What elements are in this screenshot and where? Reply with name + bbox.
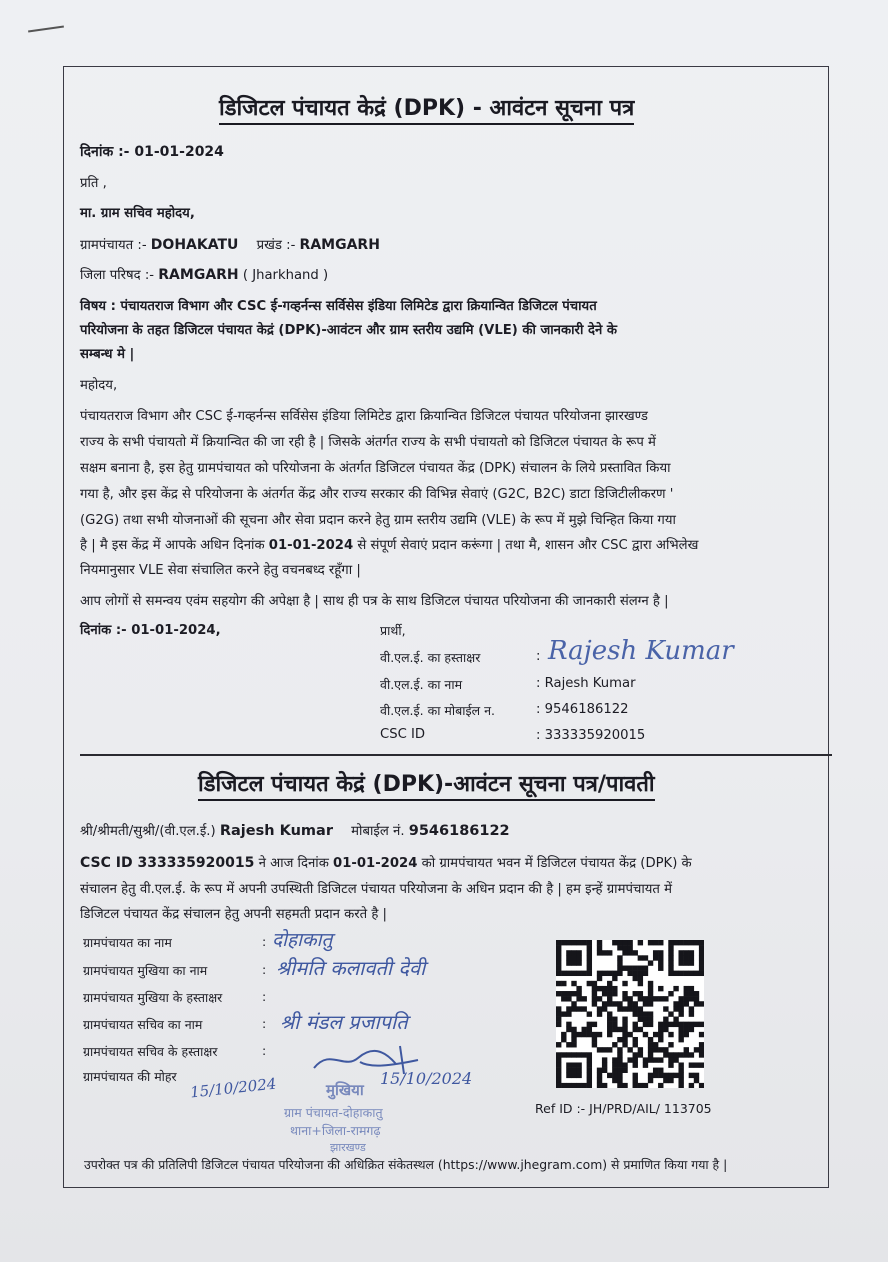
district-label: जिला परिषद :- [80, 268, 155, 283]
vle-name: Rajesh Kumar [219, 823, 333, 839]
gp-line [80, 235, 380, 253]
vle-mobile-value: : 9546186122 [536, 702, 629, 717]
field-colon-mukhiya-name: : [262, 962, 267, 977]
body-line-6b: से संपूर्ण सेवाएं प्रदान करूंगा | तथा मै, शासन और CSC द्वारा अभिलेख [357, 538, 699, 553]
footer-note: उपरोक्त पत्र की प्रतिलिपी डिजिटल पंचायत परियोजना की अधिक्रित संकेतस्थल (https://www.jhegram.com) से प्रमाणित किया गया है | [84, 1157, 728, 1172]
letter-date-2 [80, 620, 221, 638]
stamp-line-1: मुखिया [326, 1081, 364, 1099]
vle-name-label: वी.एल.ई. का नाम [380, 677, 463, 692]
letter-date-2-text: दिनांक :- 01-01-2024, [80, 623, 221, 638]
mobile-value: 9546186122 [408, 823, 510, 839]
prati-text: प्रति , [80, 176, 107, 191]
district-line [80, 265, 328, 283]
vle-name-value: : Rajesh Kumar [536, 676, 636, 691]
field-colon-secretary-sign: : [262, 1043, 267, 1058]
field-colon-gp-name: : [262, 934, 267, 949]
ack-para-line-2: संचालन हेतु वी.एल.ई. के रूप में अपनी उपस्थिती डिजिटल पंचायत परियोजना के अधिन प्रदान की है | हम इन्हें ग्रामपंचायत में [80, 882, 673, 897]
ack-csc-id: CSC ID 333335920015 [80, 855, 255, 871]
vle-sign-label: वी.एल.ई. का हस्ताक्षर [380, 650, 481, 665]
ack-date: 01-01-2024 [333, 856, 418, 871]
vle-mobile-label: वी.एल.ई. का मोबाईल न. [380, 703, 496, 718]
addressee: मा. ग्राम सचिव महोदय, [80, 206, 195, 221]
csc-id-label: CSC ID [380, 727, 426, 742]
body-line-6 [80, 535, 698, 553]
qr-code-icon [556, 940, 704, 1088]
body-line-6-date: 01-01-2024 [268, 538, 354, 553]
gp-label: ग्रामपंचायत :- [80, 238, 147, 253]
name-prefix: श्री/श्रीमती/सुश्री/(वी.एल.ई.) [80, 824, 216, 839]
ref-id: Ref ID :- JH/PRD/AIL/ 113705 [535, 1101, 712, 1116]
body-line-1: पंचायतराज विभाग और CSC ई-गव्हर्नन्स सर्विसेस इंडिया लिमिटेड द्वारा क्रियान्वित डिजिटल पंचायत परियोजना झारखण्ड [80, 409, 648, 424]
cooperation-line: आप लोगों से समन्वय एवंम सहयोग की अपेक्षा है | साथ ही पत्र के साथ डिजिटल पंचायत परियोजना की जानकारी संलग्न है | [80, 594, 669, 609]
section-divider [80, 754, 832, 756]
field-colon-secretary-name: : [262, 1016, 267, 1031]
body-line-5: (G2G) तथा सभी योजनाओं की सूचना और सेवा प्रदान करने हेतु ग्राम स्तरीय उद्यमि (VLE) के रूप में मुझे चिन्हित किया गया [80, 513, 676, 528]
ack-para-line-1 [80, 853, 692, 871]
stamp-line-3: थाना+जिला-रामगढ़ [290, 1123, 381, 1138]
applicant-label: प्रार्थी, [380, 623, 406, 638]
csc-id-value: : 333335920015 [536, 728, 646, 743]
vle-sign-colon: : [536, 649, 541, 664]
letter-date: दिनांक :- 01-01-2024 [80, 144, 224, 160]
vle-name-line [80, 821, 510, 839]
mobile-label: मोबाईल नं. [351, 824, 405, 839]
body-line-7: नियमानुसार VLE सेवा संचालित करने हेतु वचनबध्द रहूँगा | [80, 563, 361, 578]
field-colon-mukhiya-sign: : [262, 989, 267, 1004]
body-line-4: गया है, और इस केंद्र से परियोजना के अंतर्गत केंद्र और राज्य सरकार की विभिन्न सेवाएं (G2C, B2C) डाटा डिजिटीलीकरण ' [80, 487, 674, 502]
field-label-mukhiya-sign: ग्रामपंचायत मुखिया के हस्ताक्षर [83, 990, 223, 1005]
body-line-2: राज्य के सभी पंचायतो में क्रियान्वित की जा रही है | जिसके अंतर्गत राज्य के सभी पंचायतो को डिजिटल पंचायत के रूप में [80, 435, 656, 450]
field-value-mukhiya-name: श्रीमति कलावती देवी [276, 956, 426, 980]
district-value: RAMGARH [158, 267, 239, 283]
subject-line-1: विषय : पंचायतराज विभाग और CSC ई-गव्हर्नन्स सर्विसेस इंडिया लिमिटेड द्वारा क्रियान्वित डिजिटल पंचायत [80, 299, 597, 314]
stamp-line-4: झारखण्ड [330, 1141, 366, 1154]
block-label: प्रखंड :- [256, 238, 296, 253]
subject-line-3: सम्बन्ध मे | [80, 347, 135, 362]
field-label-seal: ग्रामपंचायत की मोहर [83, 1069, 177, 1084]
block-value: RAMGARH [299, 237, 380, 253]
qr-code-graphic [556, 940, 704, 1088]
field-value-secretary-name: श्री मंडल प्रजापति [280, 1010, 408, 1034]
field-label-mukhiya-name: ग्रामपंचायत मुखिया का नाम [83, 963, 208, 978]
body-line-3: सक्षम बनाना है, इस हेतु ग्रामपंचायत को परियोजना के अंतर्गत डिजिटल पंचायत केंद्र (DPK) संचालन के लिये प्रस्तावित किया [80, 461, 671, 476]
body-line-6a: है | मै इस केंद्र में आपके अधिन दिनांक [80, 538, 265, 553]
salutation: महोदय, [80, 378, 118, 393]
handwritten-date-1: 15/10/2024 [189, 1074, 278, 1102]
ack-para-1: ने आज दिनांक [258, 856, 329, 871]
field-value-gp-name: दोहाकातु [272, 929, 333, 951]
field-label-gp-name: ग्रामपंचायत का नाम [83, 935, 172, 950]
acknowledgement-title: डिजिटल पंचायत केद्रं (DPK)-आवंटन सूचना पत्र/पावती [198, 768, 655, 801]
ack-para-2: को ग्रामपंचायत भवन में डिजिटल पंचायत केंद्र (DPK) के [421, 856, 692, 871]
gp-value: DOHAKATU [150, 237, 239, 253]
allotment-letter-title: डिजिटल पंचायत केद्रं (DPK) - आवंटन सूचना पत्र [219, 92, 634, 125]
ack-para-line-3: डिजिटल पंचायत केंद्र संचालन हेतु अपनी सहमती प्रदान करते है | [80, 907, 387, 922]
vle-handwritten-signature: Rajesh Kumar [548, 636, 734, 666]
state-value: ( Jharkhand ) [242, 268, 329, 283]
subject-line-2: परियोजना के तहत डिजिटल पंचायत केद्रं (DPK)-आवंटन और ग्राम स्तरीय उद्यमि (VLE) की जानकारी देने के [80, 323, 617, 338]
stamp-line-2: ग्राम पंचायत-दोहाकातु [284, 1105, 383, 1120]
field-label-secretary-sign: ग्रामपंचायत सचिव के हस्ताक्षर [83, 1044, 218, 1059]
handwritten-date-2: 15/10/2024 [380, 1069, 473, 1088]
field-label-secretary-name: ग्रामपंचायत सचिव का नाम [83, 1017, 203, 1032]
